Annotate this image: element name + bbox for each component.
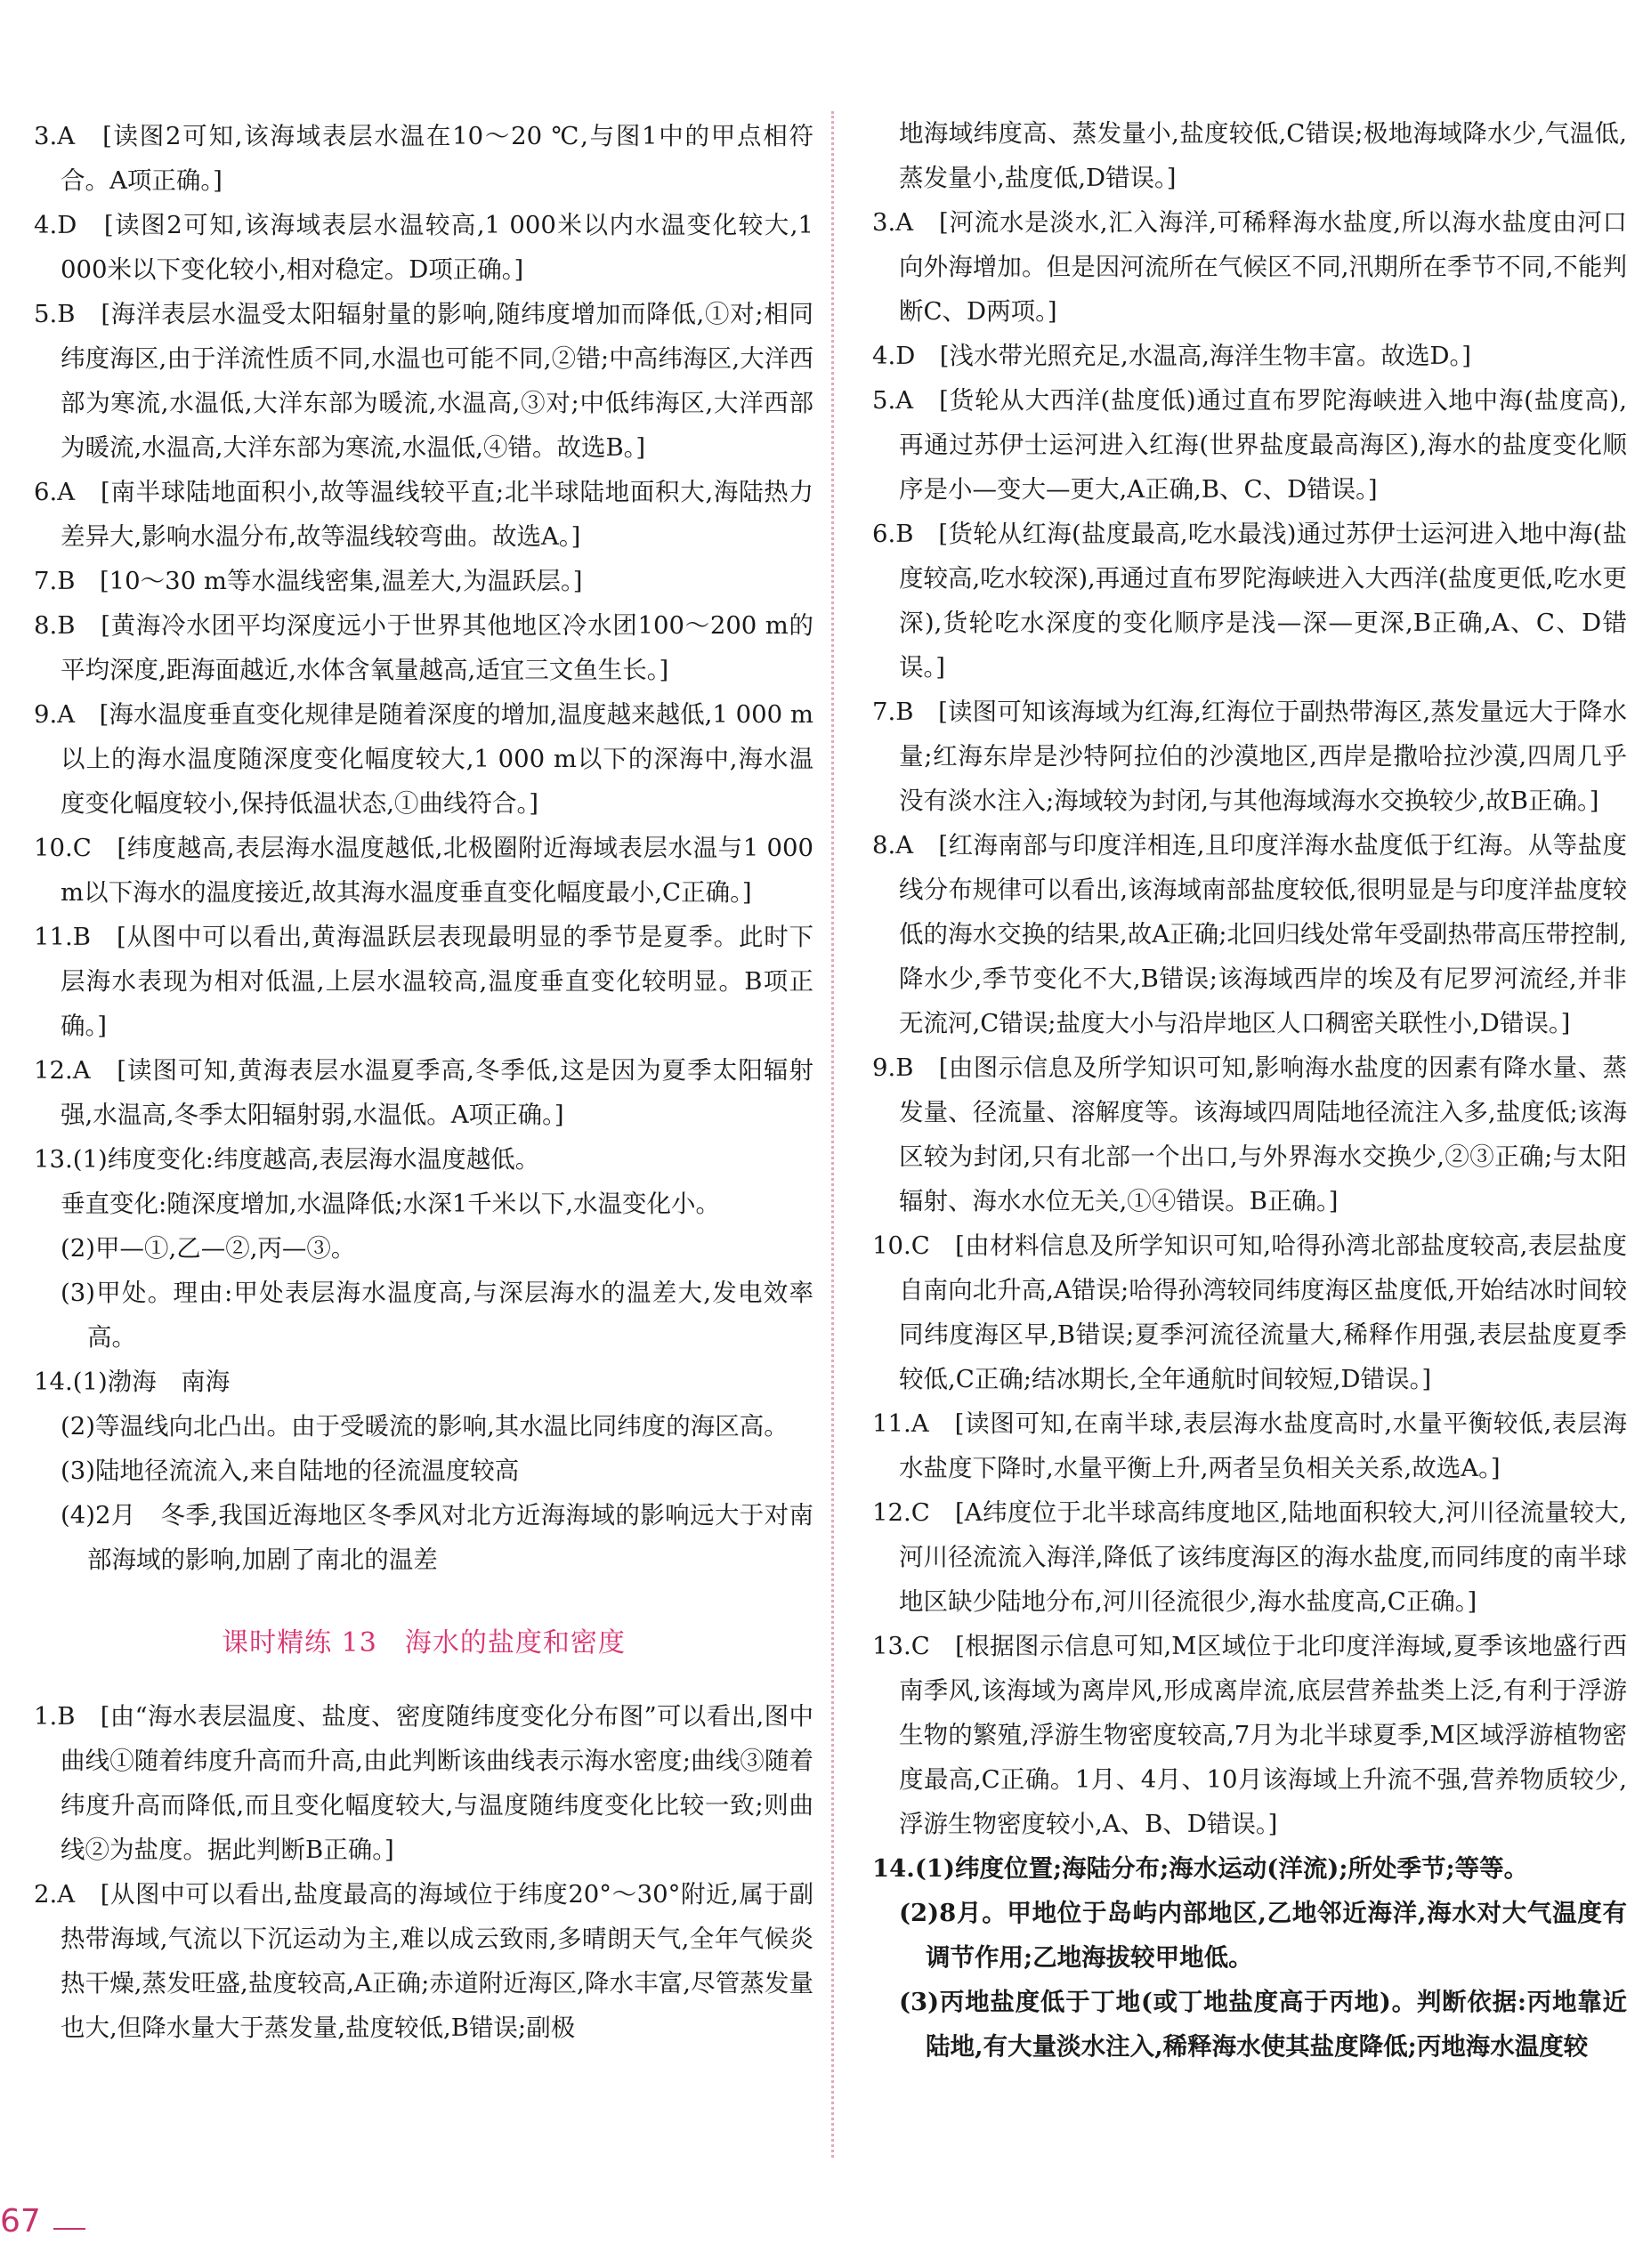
answer-item: (3)丙地盐度低于丁地(或丁地盐度高于丙地)。判断依据:丙地靠近陆地,有大量淡水注入,稀释海水使其盐度降低;丙地海水温度较 <box>899 1988 1627 2061</box>
answer-item: 11.B [从图中可以看出,黄海温跃层表现最明显的季节是夏季。此时下层海水表现为相对低温,上层水温较高,温度垂直变化较明显。B项正确。] <box>34 923 813 1040</box>
page-number: 67 <box>0 2203 41 2240</box>
right-column <box>872 111 1627 2069</box>
answer-item: (2)等温线向北凸出。由于受暖流的影响,其水温比同纬度的海区高。 <box>61 1412 789 1441</box>
answer-item: 14.(1)渤海 南海 <box>34 1368 231 1396</box>
answer-item: (4)2月 冬季,我国近海地区冬季风对北方近海海域的影响远大于对南部海域的影响,加剧了南北的温差 <box>61 1501 813 1574</box>
answer-item: 3.A [河流水是淡水,汇入海洋,可稀释海水盐度,所以海水盐度由河口向外海增加。但是因河流所在气候区不同,汛期所在季节不同,不能判断C、D两项。] <box>872 208 1627 326</box>
answer-item: (2)8月。甲地位于岛屿内部地区,乙地邻近海洋,海水对大气温度有调节作用;乙地海拔较甲地低。 <box>899 1899 1627 1972</box>
answer-item: 12.A [读图可知,黄海表层水温夏季高,冬季低,这是因为夏季太阳辐射强,水温高,冬季太阳辐射弱,水温低。A项正确。] <box>34 1056 813 1129</box>
answer-item: 垂直变化:随深度增加,水温降低;水深1千米以下,水温变化小。 <box>61 1190 721 1218</box>
answer-item: 10.C [纬度越高,表层海水温度越低,北极圈附近海域表层水温与1 000 m以下海水的温度接近,故其海水温度垂直变化幅度最小,C正确。] <box>34 834 813 907</box>
answer-item: 7.B [读图可知该海域为红海,红海位于副热带海区,蒸发量远大于降水量;红海东岸是沙特阿拉伯的沙漠地区,西岸是撒哈拉沙漠,四周几乎没有淡水注入;海域较为封闭,与其他海域海水交换较少,故B正确。] <box>872 698 1627 815</box>
answer-item: (3)甲处。理由:甲处表层海水温度高,与深层海水的温差大,发电效率高。 <box>61 1279 813 1352</box>
answer-item: 11.A [读图可知,在南半球,表层海水盐度高时,水量平衡较低,表层海水盐度下降时,水量平衡上升,两者呈负相关关系,故选A。] <box>872 1409 1627 1482</box>
answer-item: 9.A [海水温度垂直变化规律是随着深度的增加,温度越来越低,1 000 m以上的海水温度随深度变化幅度较大,1 000 m以下的深海中,海水温度变化幅度较小,保持低温状态,①曲线符合。] <box>34 700 813 818</box>
answer-item: 6.B [货轮从红海(盐度最高,吃水最浅)通过苏伊士运河进入地中海(盐度较高,吃水较深),再通过直布罗陀海峡进入大西洋(盐度更低,吃水更深),货轮吃水深度的变化顺序是浅—深—更深,B正确,A、C、D错误。] <box>872 520 1627 682</box>
answer-item: 5.A [货轮从大西洋(盐度低)通过直布罗陀海峡进入地中海(盐度高),再通过苏伊士运河进入红海(世界盐度最高海区),海水的盐度变化顺序是小—变大—更大,A正确,B、C、D错误。] <box>872 386 1627 504</box>
answer-item: 5.B [海洋表层水温受太阳辐射量的影响,随纬度增加而降低,①对;相同纬度海区,由于洋流性质不同,水温也可能不同,②错;中高纬海区,大洋西部为寒流,水温低,大洋东部为暖流,水温高,③对;中低纬海区,大洋西部为暖流,水温高,大洋东部为寒流,水温低,④错。故选B。] <box>34 300 813 462</box>
answer-item: 3.A [读图2可知,该海域表层水温在10～20 ℃,与图1中的甲点相符合。A项正确。] <box>34 122 813 195</box>
answer-item: 8.A [红海南部与印度洋相连,且印度洋海水盐度低于红海。从等盐度线分布规律可以看出,该海域南部盐度较低,很明显是与印度洋盐度较低的海水交换的结果,故A正确;北回归线处常年受副热带高压带控制,降水少,季节变化不大,B错误;该海域西岸的埃及有尼罗河流经,并非无流河,C错误;盐度大小与沿岸地区人口稠密关联性小,D错误。] <box>872 831 1627 1037</box>
answer-item: 13.(1)纬度变化:纬度越高,表层海水温度越低。 <box>34 1145 540 1174</box>
section-title: 课时精练 13 海水的盐度和密度 <box>222 1627 626 1659</box>
left-column <box>34 114 813 2050</box>
answer-item: 7.B [10～30 m等水温线密集,温差大,为温跃层。] <box>34 567 583 595</box>
answer-item: 12.C [A纬度位于北半球高纬度地区,陆地面积较大,河川径流量较大,河川径流流入海洋,降低了该纬度海区的海水盐度,而同纬度的南半球地区缺少陆地分布,河川径流很少,海水盐度高,C正确。] <box>872 1498 1627 1616</box>
answer-item: 地海域纬度高、蒸发量小,盐度较低,C错误;极地海域降水少,气温低,蒸发量小,盐度低,D错误。] <box>899 119 1627 192</box>
answer-item: 13.C [根据图示信息可知,M区域位于北印度洋海域,夏季该地盛行西南季风,该海域为离岸风,形成离岸流,底层营养盐类上泛,有利于浮游生物的繁殖,浮游生物密度较高,7月为北半球夏季,M区域浮游植物密度最高,C正确。1月、4月、10月该海域上升流不强,营养物质较少,浮游生物密度较小,A、B、D错误。] <box>872 1632 1627 1838</box>
answer-item: 2.A [从图中可以看出,盐度最高的海域位于纬度20°～30°附近,属于副热带海域,气流以下沉运动为主,难以成云致雨,多晴朗天气,全年气候炎热干燥,蒸发旺盛,盐度较高,A正确;赤道附近海区,降水丰富,尽管蒸发量也大,但降水量大于蒸发量,盐度较低,B错误;副极 <box>34 1880 813 2042</box>
answer-item: 4.D [浅水带光照充足,水温高,海洋生物丰富。故选D。] <box>872 342 1472 370</box>
answer-item: 4.D [读图2可知,该海域表层水温较高,1 000米以内水温变化较大,1 000米以下变化较小,相对稳定。D项正确。] <box>34 211 813 284</box>
answer-item: 1.B [由“海水表层温度、盐度、密度随纬度变化分布图”可以看出,图中曲线①随着纬度升高而升高,由此判断该曲线表示海水密度;曲线③随着纬度升高而降低,而且变化幅度较大,与温度随纬度变化比较一致;则曲线②为盐度。据此判断B正确。] <box>34 1702 813 1864</box>
answer-item: (3)陆地径流流入,来自陆地的径流温度较高 <box>61 1457 520 1485</box>
answer-item: 14.(1)纬度位置;海陆分布;海水运动(洋流);所处季节;等等。 <box>872 1854 1529 1883</box>
column-divider <box>831 111 834 2158</box>
answer-item: 6.A [南半球陆地面积小,故等温线较平直;北半球陆地面积大,海陆热力差异大,影响水温分布,故等温线较弯曲。故选A。] <box>34 478 813 551</box>
page-number-rule <box>53 2228 85 2230</box>
answer-item: 8.B [黄海冷水团平均深度远小于世界其他地区冷水团100～200 m的平均深度,距海面越近,水体含氧量越高,适宜三文鱼生长。] <box>34 611 813 684</box>
answer-item: 9.B [由图示信息及所学知识可知,影响海水盐度的因素有降水量、蒸发量、径流量、溶解度等。该海域四周陆地径流注入多,盐度低;该海区较为封闭,只有北部一个出口,与外界海水交换少,②③正确;与太阳辐射、海水水位无关,①④错误。B正确。] <box>872 1053 1627 1215</box>
answer-item: (2)甲—①,乙—②,丙—③。 <box>61 1234 356 1263</box>
answer-item: 10.C [由材料信息及所学知识可知,哈得孙湾北部盐度较高,表层盐度自南向北升高,A错误;哈得孙湾较同纬度海区盐度低,开始结冰时间较同纬度海区早,B错误;夏季河流径流量大,稀释作用强,表层盐度夏季较低,C正确;结冰期长,全年通航时间较短,D错误。] <box>872 1231 1627 1393</box>
